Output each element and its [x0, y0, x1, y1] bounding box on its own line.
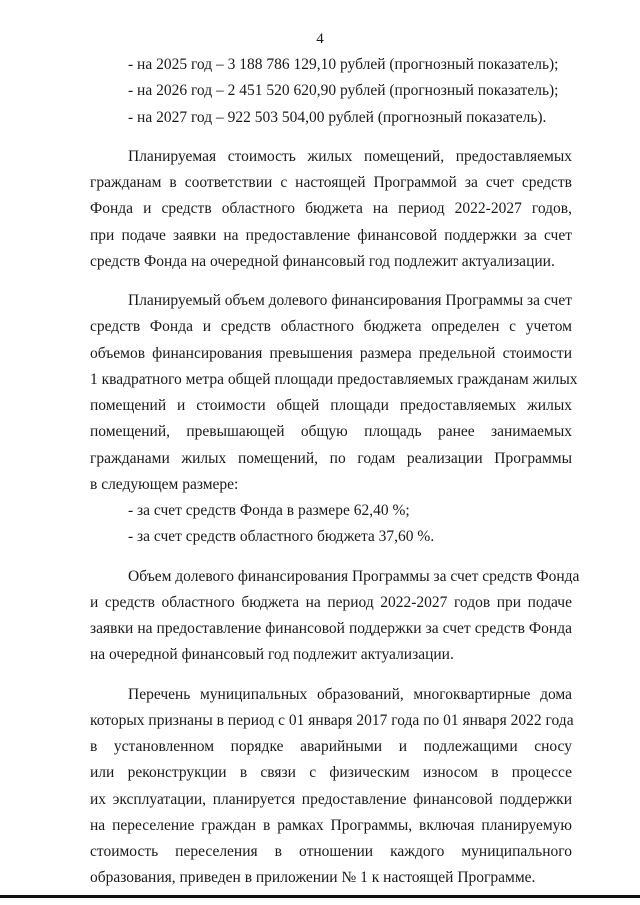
paragraph-line: при подаче заявки на предоставление финансовой поддержки за счет: [90, 226, 572, 244]
paragraph-line: помещений, превышающей общую площадь ранее занимаемых: [90, 423, 572, 441]
paragraph-line: средств Фонда на очередной финансовый год подлежит актуализации.: [90, 252, 555, 270]
document-body: [90, 52, 580, 892]
paragraph-line: образования, приведен в приложении № 1 к настоящей Программе.: [90, 869, 536, 887]
paragraph-line: их эксплуатации, планируется предоставление финансовой поддержки: [90, 790, 572, 808]
paragraph-line: гражданами жилых помещений, по годам реализации Программы: [90, 449, 572, 467]
list-item-2027: - на 2027 год – 922 503 504,00 рублей (прогнозный показатель).: [128, 108, 547, 126]
list-item-regional-share: - за счет средств областного бюджета 37,60 %.: [128, 528, 435, 546]
paragraph-cofinancing: [90, 288, 578, 551]
list-item-2025: - на 2025 год – 3 188 786 129,10 рублей (прогнозный показатель);: [128, 56, 559, 73]
paragraph-line: помещений и стоимости общей площади предоставляемых жилых: [90, 397, 572, 414]
paragraph-housing-cost: [90, 144, 572, 275]
bottom-scan-edge: [0, 895, 640, 898]
paragraph-line: на очередной финансовый год подлежит актуализации.: [90, 646, 454, 664]
paragraph-line: или реконструкции в связи с физическим износом в процессе: [90, 764, 572, 782]
page-number: 4: [316, 31, 324, 47]
paragraph-line: в следующем размере:: [90, 475, 239, 493]
paragraph-line: Планируемая стоимость жилых помещений, предоставляемых: [128, 147, 572, 165]
paragraph-line: объемов финансирования превышения размера предельной стоимости: [90, 344, 572, 362]
paragraph-line: в установленном порядке аварийными и подлежащими сносу: [90, 738, 572, 755]
list-item-2026: - на 2026 год – 2 451 520 620,90 рублей (прогнозный показатель);: [128, 82, 559, 100]
paragraph-line: средств Фонда и средств областного бюджета определен с учетом: [90, 318, 572, 336]
paragraph-line: на переселение граждан в рамках Программы, включая планируемую: [90, 816, 572, 834]
paragraph-volume-update: [90, 564, 580, 669]
paragraph-line: заявки на предоставление финансовой поддержки за счет средств Фонда: [90, 620, 572, 637]
paragraph-line: Планируемый объем долевого финансирования Программы за счет: [128, 292, 572, 309]
paragraph-line: стоимость переселения в отношении каждого муниципального: [90, 843, 572, 860]
paragraph-municipalities: [90, 682, 572, 892]
paragraph-line: и средств областного бюджета на период 2022-2027 годов при подаче: [90, 593, 572, 611]
paragraph-line: гражданам в соответствии с настоящей Программой за счет средств: [90, 174, 572, 191]
paragraph-line: Объем долевого финансирования Программы за счет средств Фонда: [128, 567, 580, 585]
paragraph-line: 1 квадратного метра общей площади предоставляемых гражданам жилых: [90, 370, 578, 388]
paragraph-line: Фонда и средств областного бюджета на период 2022-2027 годов,: [90, 200, 572, 218]
list-item-fund-share: - за счет средств Фонда в размере 62,40 %;: [128, 502, 410, 519]
paragraph-line: которых признаны в период с 01 января 2017 года по 01 января 2022 года: [90, 711, 574, 729]
paragraph-line: Перечень муниципальных образований, многоквартирные дома: [128, 685, 572, 703]
forecast-list: [90, 52, 572, 131]
